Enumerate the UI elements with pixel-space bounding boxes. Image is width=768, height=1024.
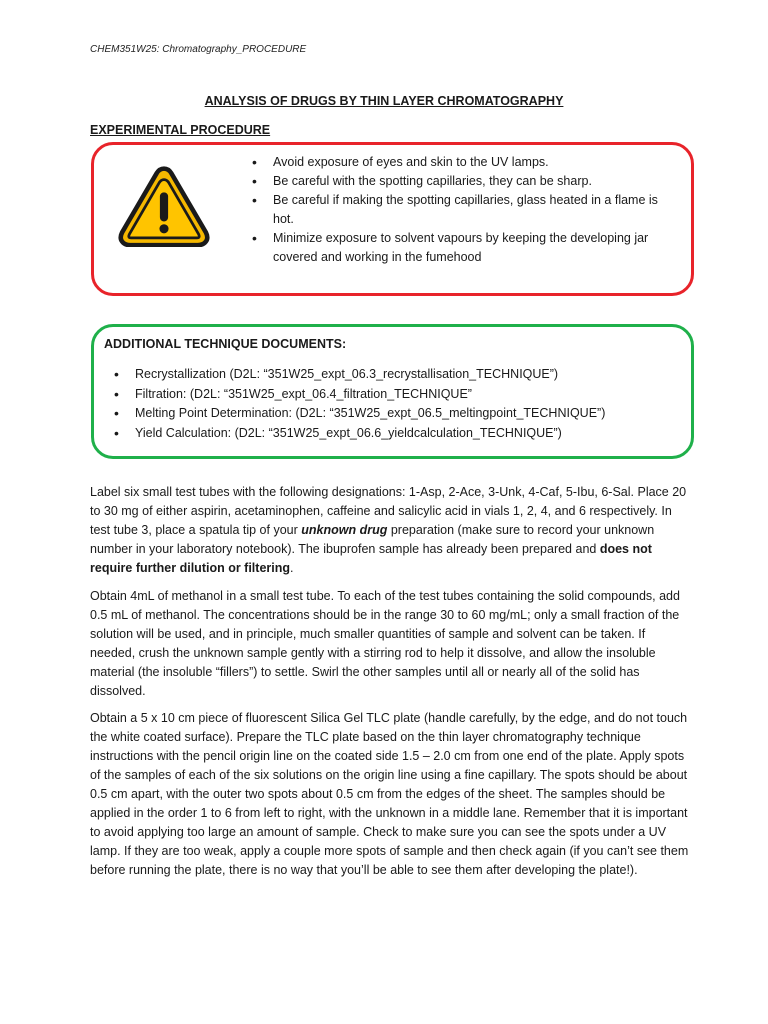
technique-item: • Filtration: (D2L: “351W25_expt_06.4_filtration_TECHNIQUE”	[114, 385, 674, 405]
safety-warning-box	[91, 142, 694, 296]
text-run: .	[290, 561, 294, 575]
safety-item: • Avoid exposure of eyes and skin to the UV lamps.	[252, 153, 682, 172]
technique-list	[114, 365, 674, 443]
procedure-paragraph-labeling	[90, 483, 690, 578]
safety-item: • Be careful with the spotting capillaries, they can be sharp.	[252, 172, 682, 191]
safety-item: • Be careful if making the spotting capillaries, glass heated in a flame is hot.	[252, 191, 682, 229]
section-heading: EXPERIMENTAL PROCEDURE	[90, 123, 271, 137]
technique-item: • Recrystallization (D2L: “351W25_expt_06.3_recrystallisation_TECHNIQUE”)	[114, 365, 674, 385]
procedure-paragraph-spotting: Obtain a 5 x 10 cm piece of fluorescent Silica Gel TLC plate (handle carefully, by the edge, and do not touch the white coated surface). Prepare the TLC plate based on the thin layer chromatography technique instructions with the pencil origin line on the coated side 1.5 – 2.0 cm from one end of the plate. Apply spots of the samples of each of the six solutions on the origin line using a fine capillary. The spots should be about 0.5 cm apart, with the outer two spots about 0.5 cm from the edges of the sheet. The samples should be applied in the order 1 to 6 from left to right, with the unknown in a middle lane. Remember that it is important to avoid applying too large an amount of sample. Check to make sure you can see the spots under a UV lamp. If they are too weak, apply a couple more spots of sample and then check again (if you can’t see them before running the plate, there is no way that you’ll be able to see them after developing the plate!).	[90, 711, 689, 877]
emphasis-no-dilution: does not require further dilution or filtering	[90, 542, 652, 575]
text-run: preparation (make sure to record your unknown number in your laboratory notebook). The ibuprofen sample has already been prepared and	[90, 523, 655, 556]
running-header: CHEM351W25: Chromatography_PROCEDURE	[90, 44, 307, 55]
safety-item: • Minimize exposure to solvent vapours by keeping the developing jar covered and working in the fumehood	[252, 229, 682, 267]
technique-heading: ADDITIONAL TECHNIQUE DOCUMENTS:	[104, 337, 347, 351]
warning-triangle-icon	[118, 165, 210, 247]
procedure-paragraph-dissolving: Obtain 4mL of methanol in a small test tube. To each of the test tubes containing the solid compounds, add 0.5 mL of methanol. The concentrations should be in the range 30 to 60 mg/mL; only a small fraction of the solution will be used, and in principle, much smaller quantities of sample and solvent can be taken. If needed, crush the unknown sample gently with a stirring rod to help it dissolve, and allow the insoluble material (the insoluble “fillers”) to settle. Swirl the other samples until all or nearly all of the solid has dissolved.	[90, 589, 680, 698]
text-run: Label six small test tubes with the following designations: 1-Asp, 2-Ace, 3-Unk, 4-Caf, 5-Ibu, 6-Sal. Place 20 to 30 mg of either aspirin, acetaminophen, caffeine and salicylic acid in vials 1, 2, 4, and 6 respectively. In test tube 3, place a spatula tip of your	[90, 485, 687, 537]
safety-list	[252, 153, 682, 267]
technique-item: • Melting Point Determination: (D2L: “351W25_expt_06.5_meltingpoint_TECHNIQUE”)	[114, 404, 674, 424]
technique-documents-box	[91, 324, 694, 459]
technique-item: • Yield Calculation: (D2L: “351W25_expt_06.6_yieldcalculation_TECHNIQUE”)	[114, 424, 674, 444]
emphasis-unknown-drug: unknown drug	[301, 523, 388, 537]
document-title: ANALYSIS OF DRUGS BY THIN LAYER CHROMATOGRAPHY	[204, 94, 564, 108]
